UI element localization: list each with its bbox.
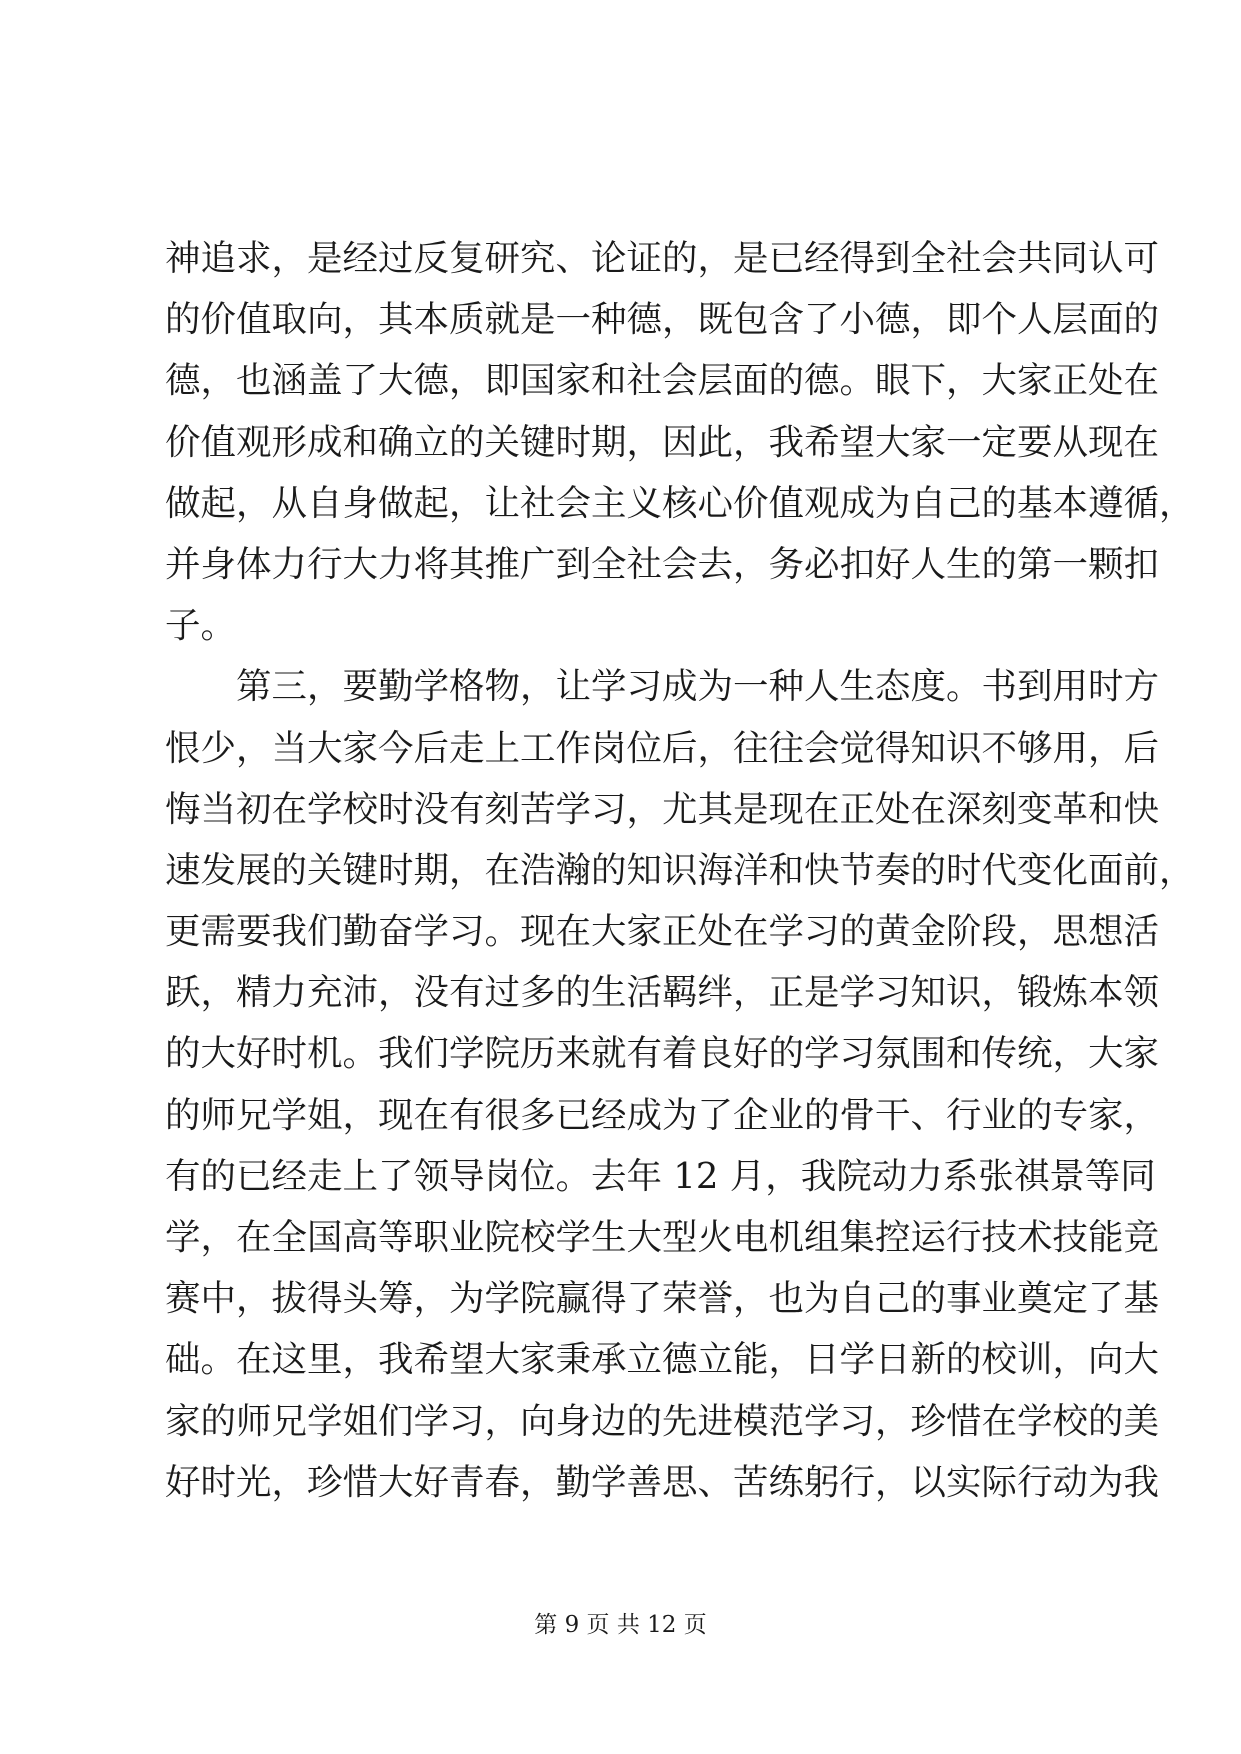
text-line: 悔当初在学校时没有刻苦学习，尤其是现在正处在深刻变革和快 xyxy=(165,788,1160,830)
text-line: 做起，从自身做起，让社会主义核心价值观成为自己的基本遵循， xyxy=(165,482,1195,524)
text-line: 家的师兄学姐们学习，向身边的先进模范学习，珍惜在学校的美 xyxy=(165,1400,1160,1442)
text-line: 赛中，拔得头筹，为学院赢得了荣誉，也为自己的事业奠定了基 xyxy=(165,1278,1160,1320)
page-number-footer: 第 9 页 共 12 页 xyxy=(534,1612,707,1638)
text-line: 的价值取向，其本质就是一种德，既包含了小德，即个人层面的 xyxy=(165,299,1160,341)
text-line: 跃，精力充沛，没有过多的生活羁绊，正是学习知识，锻炼本领 xyxy=(165,972,1160,1014)
paragraph-continuation xyxy=(165,228,1195,656)
paragraph-third-point xyxy=(165,656,1195,1574)
text-line: 并身体力行大力将其推广到全社会去，务必扣好人生的第一颗扣 xyxy=(165,543,1160,585)
text-line: 学，在全国高等职业院校学生大型火电机组集控运行技术技能竞 xyxy=(165,1217,1160,1258)
text-line: 德，也涵盖了大德，即国家和社会层面的德。眼下，大家正处在 xyxy=(165,360,1160,402)
text-line: 恨少，当大家今后走上工作岗位后，往往会觉得知识不够用，后 xyxy=(165,727,1160,769)
text-line: 的大好时机。我们学院历来就有着良好的学习氛围和传统，大家 xyxy=(165,1033,1160,1075)
text-line: 速发展的关键时期，在浩瀚的知识海洋和快节奏的时代变化面前， xyxy=(165,849,1195,891)
text-line xyxy=(165,1513,1089,1574)
text-line: 子。 xyxy=(165,605,237,647)
text-line: 好时光，珍惜大好青春，勤学善思、苦练躬行，以实际行动为我 xyxy=(165,1461,1160,1503)
text-line: 础。在这里，我希望大家秉承立德立能，日学日新的校训，向大 xyxy=(165,1339,1160,1381)
text-line: 第三，要勤学格物，让学习成为一种人生态度。书到用时方 xyxy=(165,666,1160,708)
text-line: 的师兄学姐，现在有很多已经成为了企业的骨干、行业的专家， xyxy=(165,1094,1160,1136)
document-body xyxy=(165,228,1195,1574)
text-line: 有的已经走上了领导岗位。去年 12 月，我院动力系张祺景等同 xyxy=(165,1155,1156,1197)
text-line: 更需要我们勤奋学习。现在大家正处在学习的黄金阶段，思想活 xyxy=(165,911,1160,953)
text-line: 价值观形成和确立的关键时期，因此，我希望大家一定要从现在 xyxy=(165,421,1160,463)
text-line: 神追求，是经过反复研究、论证的，是已经得到全社会共同认可 xyxy=(165,238,1160,279)
